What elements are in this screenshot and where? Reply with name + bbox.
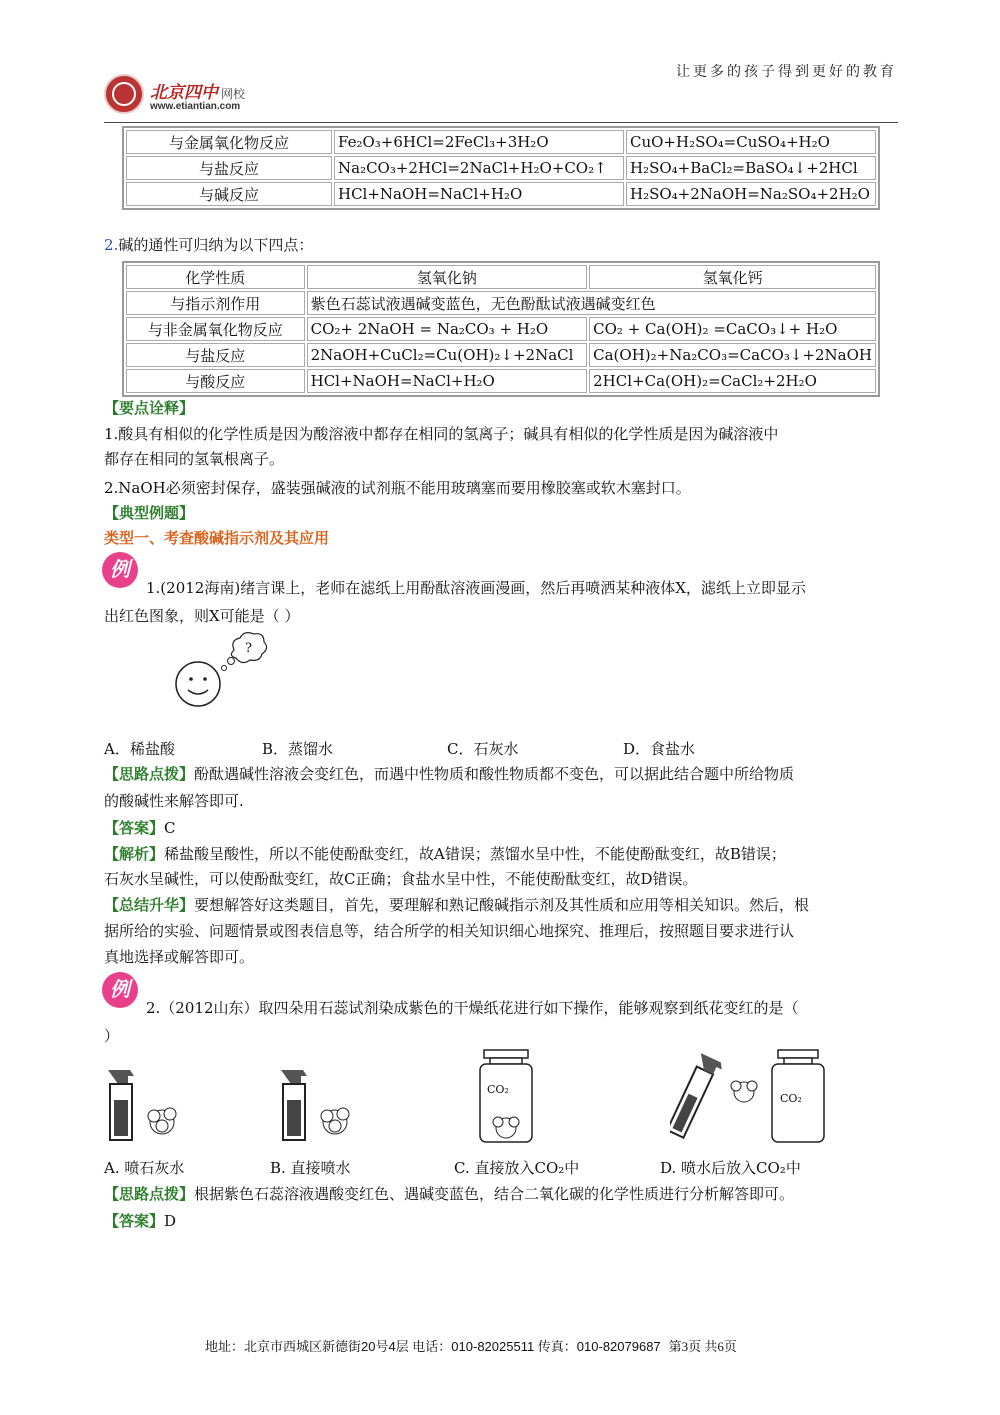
table-row [126, 291, 876, 315]
table-row [126, 156, 876, 180]
acid-properties-table [122, 126, 880, 210]
table-cell: Na₂CO₃+2HCl=2NaCl+H₂O+CO₂↑ [334, 156, 624, 180]
table-cell: H₂SO₄+2NaOH=Na₂SO₄+2H₂O [626, 182, 876, 206]
spray-bottle-flower-icon [277, 1064, 367, 1144]
table-header: 氢氧化钠 [307, 265, 588, 289]
examples-title: 【典型例题】 [104, 504, 195, 522]
logo-emblem-icon [104, 74, 144, 114]
logo-url: www.etiantian.com [150, 101, 241, 112]
table-cell: 与碱反应 [126, 182, 332, 206]
type1-title: 类型一、考查酸碱指示剂及其应用 [104, 529, 330, 547]
table-cell: Fe₂O₃+6HCl=2FeCl₃+3H₂O [334, 130, 624, 154]
table-row [126, 317, 876, 341]
question2-text: ） [104, 1027, 120, 1045]
logo-name: 北京四中 网校 [150, 83, 246, 103]
key-point-text: 都存在相同的氢氧根离子。 [104, 450, 285, 468]
table-cell: 与指示剂作用 [126, 291, 305, 315]
header-divider [104, 122, 898, 123]
school-logo [104, 74, 284, 120]
option-c: C. 直接放入CO₂中 [454, 1159, 580, 1177]
table-cell: Ca(OH)₂+Na₂CO₃=CaCO₃↓+2NaOH [589, 343, 876, 367]
header-slogan: 让更多的孩子得到更好的教育 [676, 64, 897, 80]
table-cell: 2HCl+Ca(OH)₂=CaCl₂+2H₂O [589, 369, 876, 393]
table-cell: CO₂+ 2NaOH = Na₂CO₃ + H₂O [307, 317, 588, 341]
table-header-row [126, 265, 876, 289]
table-cell: 与酸反应 [126, 369, 305, 393]
key-point-text: 2.NaOH必须密封保存，盛装强碱液的试剂瓶不能用玻璃塞而要用橡胶塞或软木塞封口。 [104, 479, 691, 497]
question2-text: 2.（2012山东）取四朵用石蕊试剂染成紫色的干燥纸花进行如下操作，能够观察到纸花变红的是（ [146, 999, 799, 1017]
table-cell: HCl+NaOH=NaCl+H₂O [307, 369, 588, 393]
spray-bottle-flower-icon [104, 1064, 194, 1144]
example-badge-icon: 例 [102, 552, 138, 588]
section2-heading: 2.碱的通性可归纳为以下四点： [104, 236, 314, 254]
table-cell: 与非金属氧化物反应 [126, 317, 305, 341]
table-row [126, 369, 876, 393]
option-c: C．石灰水 [447, 740, 519, 758]
option-a: A. 喷石灰水 [104, 1159, 185, 1177]
summary-paragraph: 【总结升华】要想解答好这类题目，首先，要理解和熟记酸碱指示剂及其性质和应用等相关知识。然后，根 [104, 896, 810, 914]
table-cell: CO₂ + Ca(OH)₂ =CaCO₃↓+ H₂O [589, 317, 876, 341]
table-header: 氢氧化钙 [589, 265, 876, 289]
table-cell: H₂SO₄+BaCl₂=BaSO₄↓+2HCl [626, 156, 876, 180]
table-cell: 与盐反应 [126, 156, 332, 180]
option-a: A．稀盐酸 [104, 740, 175, 758]
page-number: 第3页 共6页 [668, 1339, 737, 1354]
question1-text: 1.(2012海南)绪言课上，老师在滤纸上用酚酞溶液画漫画，然后再喷洒某种液体X，滤纸上立即显示 [146, 579, 806, 597]
hint-paragraph: 【思路点拨】根据紫色石蕊溶液遇酸变红色、遇碱变蓝色，结合二氧化碳的化学性质进行分析解答即可。 [104, 1185, 795, 1203]
table-row [126, 182, 876, 206]
table-cell: HCl+NaOH=NaCl+H₂O [334, 182, 624, 206]
key-points-title: 【要点诠释】 [104, 399, 195, 417]
option-b: B．蒸馏水 [262, 740, 334, 758]
summary-text: 真地选择或解答即可。 [104, 948, 255, 966]
summary-text: 据所给的实验、问题情景或图表信息等，结合所学的相关知识细心地探究、推理后，按照题目要求进行认 [104, 922, 795, 940]
answer-line: 【答案】D [104, 1212, 177, 1230]
co2-jar-flower-icon [476, 1048, 536, 1144]
table-cell: 与金属氧化物反应 [126, 130, 332, 154]
hint-text: 的酸碱性来解答即可. [104, 792, 244, 810]
explanation-text: 石灰水呈碱性，可以使酚酞变红，故C正确；食盐水呈中性，不能使酚酞变红，故D错误。 [104, 870, 698, 888]
key-point-text: 1.酸具有相似的化学性质是因为酸溶液中都存在相同的氢离子；碱具有相似的化学性质是因为碱溶液中 [104, 425, 779, 443]
option-d: D. 喷水后放入CO₂中 [660, 1159, 801, 1177]
table-row [126, 343, 876, 367]
question1-text: 出红色图象，则X可能是（ ） [104, 607, 300, 625]
table-header: 化学性质 [126, 265, 305, 289]
example-badge-icon: 例 [102, 972, 138, 1008]
thought-bubble-text: ? [245, 641, 252, 656]
spray-then-co2-jar-icon [670, 1048, 830, 1144]
jar-label: CO₂ [487, 1083, 509, 1096]
answer-line: 【答案】C [104, 819, 176, 837]
table-cell: 2NaOH+CuCl₂=Cu(OH)₂↓+2NaCl [307, 343, 588, 367]
hint-paragraph: 【思路点拨】酚酞遇碱性溶液会变红色，而遇中性物质和酸性物质都不变色，可以据此结合题中所给物质 [104, 765, 795, 783]
explanation-paragraph: 【解析】稀盐酸呈酸性，所以不能使酚酞变红，故A错误；蒸馏水呈中性，不能使酚酞变红，故B错误； [104, 845, 786, 863]
table-cell: 与盐反应 [126, 343, 305, 367]
option-b: B. 直接喷水 [270, 1159, 351, 1177]
table-cell: 紫色石蕊试液遇碱变蓝色，无色酚酞试液遇碱变红色 [307, 291, 876, 315]
jar-label: CO₂ [780, 1092, 802, 1105]
smiley-face-icon [170, 630, 270, 710]
page-footer [205, 1336, 737, 1355]
footer-address: 地址：北京市西城区新德街20号4层 电话：010-82025511 传真：010-82079687 [205, 1339, 661, 1354]
table-row [126, 130, 876, 154]
option-d: D．食盐水 [623, 740, 696, 758]
base-properties-table [122, 261, 880, 397]
table-cell: CuO+H₂SO₄=CuSO₄+H₂O [626, 130, 876, 154]
